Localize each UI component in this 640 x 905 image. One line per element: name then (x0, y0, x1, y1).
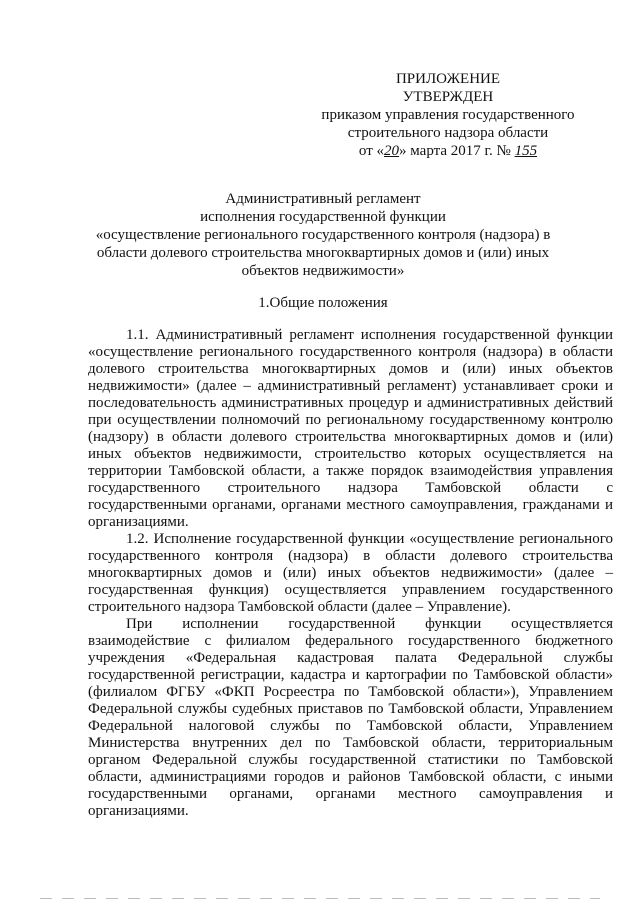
paragraph-interaction: При исполнении государственной функции осуществляется взаимодействие с филиалом федерального государственного бюджетного учреждения «Федеральная кадастровая палата Федеральной службы государственной регистрации, кадастра и картографии по Тамбовской области» (филиалом ФГБУ «ФКП Росреестра по Тамбовской области»), Управлением Федеральной службы судебных приставов по Тамбовской области, Управлением Федеральной налоговой службы по Тамбовской области, Управлением Министерства внутренних дел по Тамбовской области, территориальным органом Федеральной службы государственной статистики по Тамбовской области, администрациями городов и районов Тамбовской области, с иными государственными органами, органами местного самоуправления и организациями. (88, 616, 613, 819)
approval-authority: строительного надзора области (347, 125, 549, 141)
approval-approved: УТВЕРЖДЕН (402, 89, 494, 105)
document-body (88, 327, 613, 820)
paragraph-1-2: 1.2. Исполнение государственной функции «осуществление регионального государственного контроля (надзора) в области долевого строительства многоквартирных домов и (или) иных объектов недвижимости» (далее – государственная функция) осуществляется управлением государственного строительного надзора Тамбовской области (далее – Управление). (88, 531, 613, 615)
document-title (88, 190, 558, 280)
order-number: 155 (514, 143, 538, 159)
approval-block (318, 70, 578, 160)
paragraph-1-1: 1.1. Административный регламент исполнения государственной функции «осуществление регионального государственного контроля (надзора) в области долевого строительства многоквартирных домов и (или) иных объектов недвижимости» (далее – административный регламент) устанавливает сроки и последовательность административных процедур и административных действий при осуществлении полномочий по региональному государственному контролю (надзору) в области долевого строительства многоквартирных домов и (или) иных объектов недвижимости, строительство которых осуществляется на территории Тамбовской области, а также порядок взаимодействия управления государственного строительного надзора Тамбовской области с государственными органами, органами местного самоуправления, гражданами и организациями. (88, 327, 613, 530)
date-day: 20 (384, 143, 400, 159)
approval-appendix: ПРИЛОЖЕНИЕ (395, 71, 501, 87)
date-prefix: от « (358, 143, 385, 159)
date-middle: » марта 2017 г. № (399, 143, 511, 159)
approval-order: приказом управления государственного (321, 107, 575, 123)
section-heading: 1.Общие положения (258, 295, 388, 311)
title-line-3: «осуществление регионального государственного контроля (надзора) в области долевого строительства многоквартирных домов и (или) иных объектов недвижимости» (95, 227, 551, 279)
approval-date (318, 142, 578, 160)
title-line-2: исполнения государственной функции (200, 209, 446, 225)
scan-edge-artifact (40, 898, 600, 899)
title-line-1: Административный регламент (225, 191, 421, 207)
